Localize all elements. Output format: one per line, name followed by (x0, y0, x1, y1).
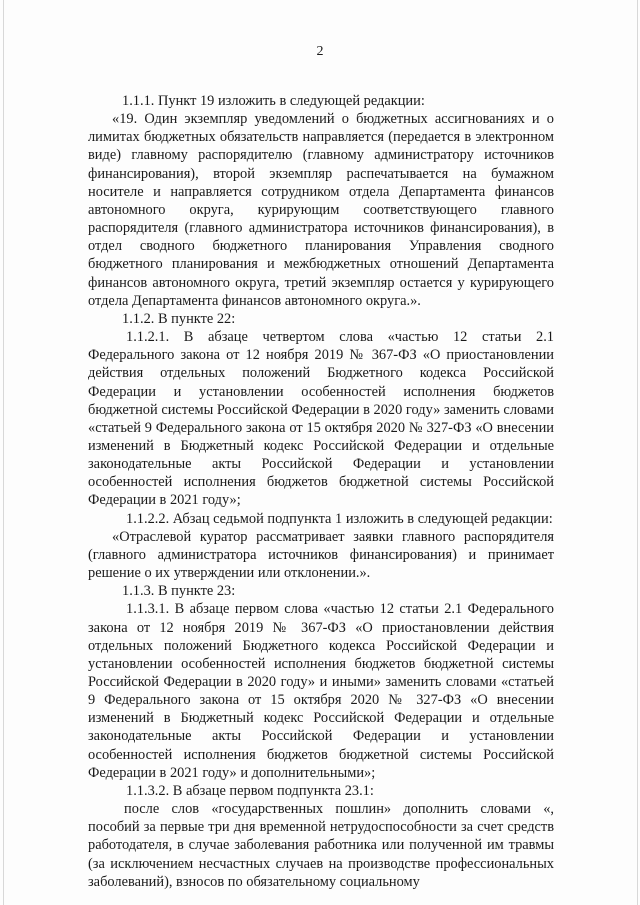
scan-edge-left (3, 0, 4, 905)
document-body (88, 92, 554, 891)
paragraph-1-1-2-2: 1.1.2.2. Абзац седьмой подпункта 1 изложить в следующей редакции: (126, 510, 553, 527)
scan-edge-right (637, 0, 638, 905)
page-number: 2 (316, 44, 324, 59)
paragraph-1-1-3-2: 1.1.3.2. В абзаце первом подпункта 23.1: (126, 782, 374, 799)
paragraph-item-19: «19. Один экземпляр уведомлений о бюджетных ассигнованиях и о лимитах бюджетных обязательств направляется (передается в электронном виде) главному распорядителю (главному администратору источников финансирования), второй экземпляр распечатывается на бумажном носителе и направляется сотрудником отдела Департамента финансов автономного округа, курирующим соответствующего главного распорядителя (главного администратора источников финансирования), в отдел сводного бюджетного планирования Управления сводного бюджетного планирования и межбюджетных отношений Департамента финансов автономного округа, третий экземпляр остается у курирующего отдела Департамента финансов автономного округа.». (88, 111, 554, 309)
paragraph-after-words: после слов «государственных пошлин» дополнить словами «, пособий за первые три дня временной нетрудоспособности за счет средств работодателя, в случае заболевания работника или полученной им травмы (за исключением несчастных случаев на производстве профессиональных заболеваний), взносов по обязательному социальному (88, 801, 554, 890)
paragraph-1-1-3: 1.1.3. В пункте 23: (122, 583, 236, 600)
paragraph-1-1-2-1: 1.1.2.1. В абзаце четвертом слова «частью 12 статьи 2.1 Федерального закона от 12 ноября 2019 № 367-ФЗ «О приостановлении действия отдельных положений Бюджетного кодекса Российской Федерации и установлении особенностей исполнения бюджетов бюджетной системы Российской Федерации в 2020 году» заменить словами «статьей 9 Федерального закона от 15 октября 2020 № 327-ФЗ «О внесении изменений в Бюджетный кодекс Российской Федерации и отдельные законодательные акты Российской Федерации и установлении особенностей исполнения бюджетов бюджетной системы Российской Федерации в 2021 году»; (88, 329, 554, 509)
paragraph-1-1-1: 1.1.1. Пункт 19 изложить в следующей редакции: (122, 93, 425, 109)
paragraph-1-1-3-1: 1.1.3.1. В абзаце первом слова «частью 12 статьи 2.1 Федерального закона от 12 ноября 2019 № 367-ФЗ «О приостановлении действия отдельных положений Бюджетного кодекса Российской Федерации и установлении особенностей исполнения бюджетов бюджетной системы Российской Федерации в 2020 году» и иными» заменить словами «статьей 9 Федерального закона от 15 октября 2020 № 327-ФЗ «О внесении изменений в Бюджетный кодекс Российской Федерации и отдельные законодательные акты Российской Федерации и установлении особенностей исполнения бюджетов бюджетной системы Российской Федерации в 2021 году» и дополнительными»; (88, 601, 554, 781)
paragraph-1-1-2: 1.1.2. В пункте 22: (122, 310, 236, 327)
paragraph-curator-quote: «Отраслевой куратор рассматривает заявки главного распорядителя (главного администратора источников финансирования) и принимает решение о их утверждении или отклонении.». (88, 528, 554, 582)
